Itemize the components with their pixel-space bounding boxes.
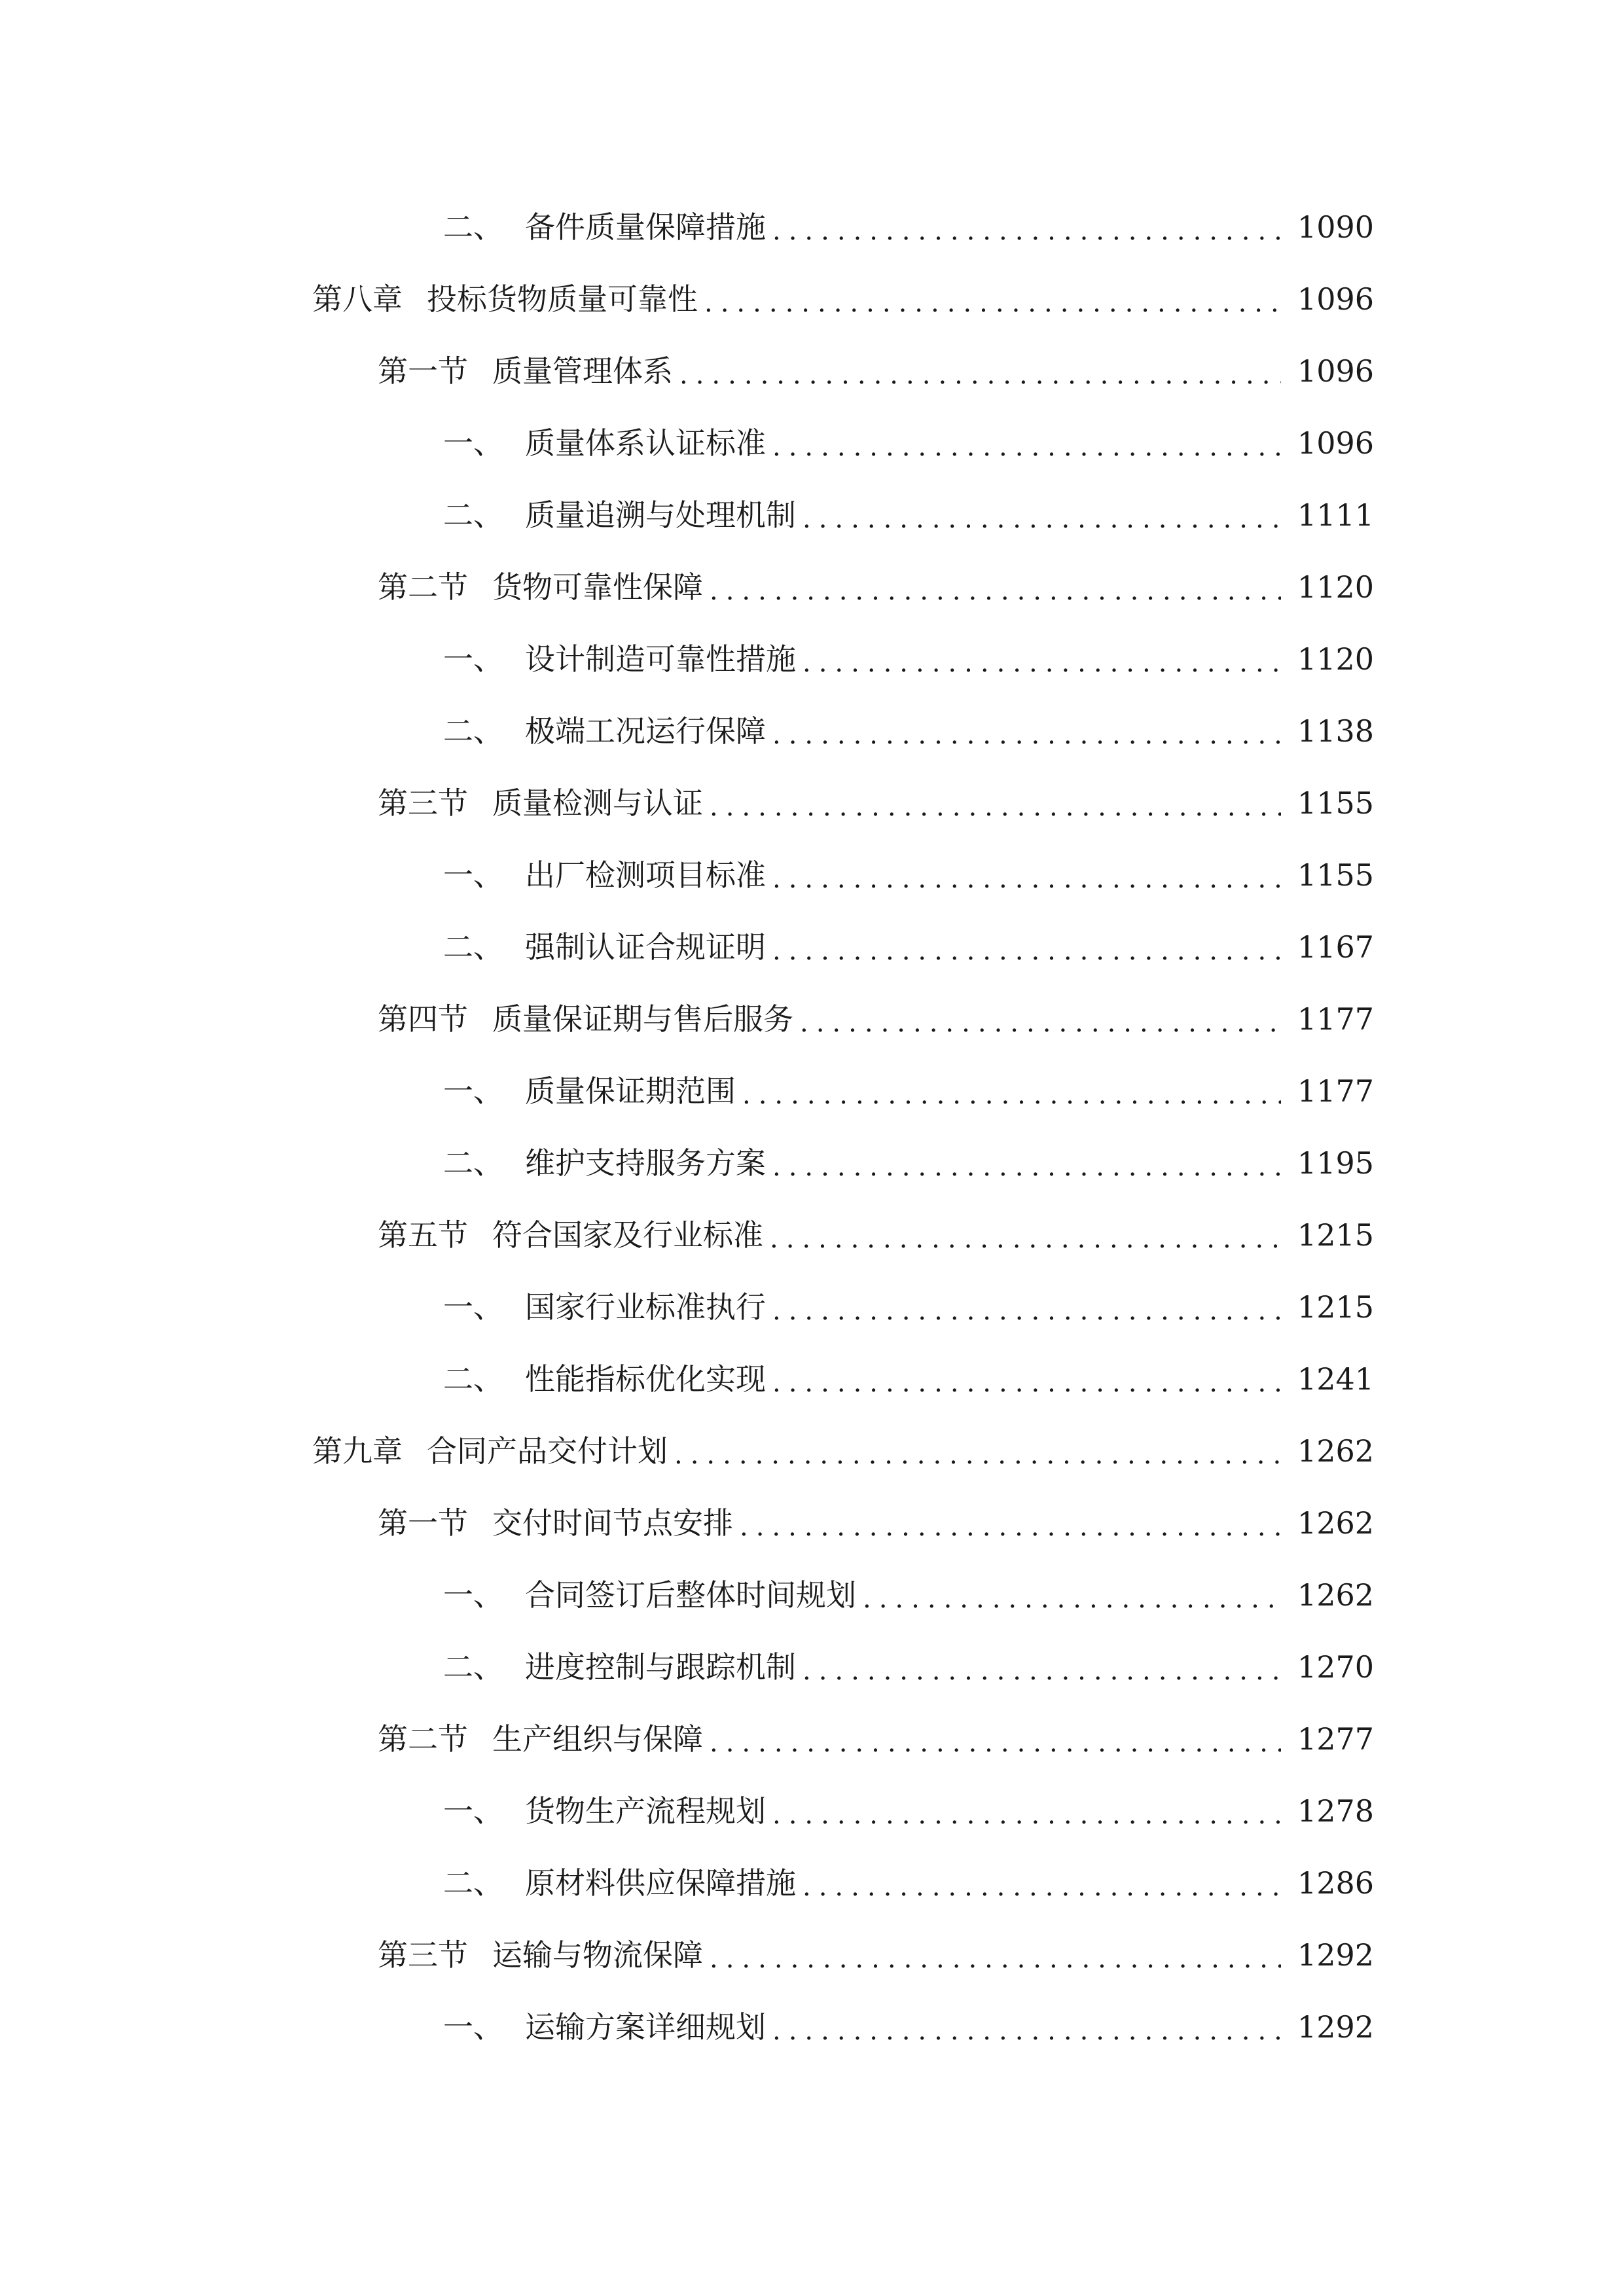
toc-entry-title: 运输方案详细规划 <box>525 2009 766 2045</box>
dot-leader <box>772 216 1281 246</box>
toc-entry-title: 货物生产流程规划 <box>525 1793 766 1829</box>
toc-entry[interactable] <box>0 1199 1624 1271</box>
toc-entry-title: 运输与物流保障 <box>492 1937 703 1973</box>
toc-entry-number: 第一节 <box>378 353 468 389</box>
toc-entry-title: 维护支持服务方案 <box>525 1145 766 1181</box>
toc-entry-title: 合同产品交付计划 <box>427 1433 668 1469</box>
dot-leader <box>863 1584 1281 1614</box>
toc-entry-page: 1096 <box>1297 281 1374 317</box>
toc-entry-number: 二、 <box>443 929 503 965</box>
dot-leader <box>772 936 1281 966</box>
toc-entry-page: 1090 <box>1297 209 1374 245</box>
toc-entry[interactable] <box>0 1631 1624 1703</box>
toc-entry-number: 二、 <box>443 1865 503 1901</box>
dot-leader <box>803 504 1281 534</box>
dot-leader <box>710 1944 1281 1974</box>
toc-entry-page: 1167 <box>1297 929 1374 965</box>
toc-entry-number: 一、 <box>443 1577 503 1613</box>
toc-entry-title: 合同签订后整体时间规划 <box>525 1577 856 1613</box>
toc-entry[interactable] <box>0 839 1624 911</box>
table-of-contents <box>0 191 1624 2063</box>
toc-entry-page: 1262 <box>1297 1433 1374 1469</box>
toc-entry-number: 第二节 <box>378 569 468 605</box>
toc-entry[interactable] <box>0 1127 1624 1199</box>
toc-entry-page: 1120 <box>1297 569 1374 605</box>
toc-entry-number: 二、 <box>443 209 503 245</box>
toc-entry-page: 1155 <box>1297 785 1374 821</box>
toc-entry[interactable] <box>0 1847 1624 1919</box>
toc-entry-page: 1270 <box>1297 1649 1374 1685</box>
dot-leader <box>772 1296 1281 1326</box>
toc-entry[interactable] <box>0 695 1624 767</box>
toc-entry-page: 1111 <box>1297 497 1374 533</box>
toc-entry[interactable] <box>0 1991 1624 2063</box>
toc-entry-page: 1277 <box>1297 1721 1374 1757</box>
toc-entry[interactable] <box>0 767 1624 839</box>
dot-leader <box>772 1152 1281 1182</box>
dot-leader <box>710 576 1281 606</box>
toc-entry[interactable] <box>0 1919 1624 1991</box>
toc-entry-page: 1138 <box>1297 713 1374 749</box>
toc-entry-title: 备件质量保障措施 <box>525 209 766 245</box>
toc-entry-page: 1096 <box>1297 353 1374 389</box>
dot-leader <box>772 864 1281 894</box>
dot-leader <box>772 1800 1281 1830</box>
dot-leader <box>674 1440 1281 1470</box>
toc-entry-number: 一、 <box>443 1793 503 1829</box>
dot-leader <box>710 792 1281 822</box>
toc-entry-page: 1096 <box>1297 425 1374 461</box>
toc-entry-number: 第二节 <box>378 1721 468 1757</box>
dot-leader <box>800 1008 1281 1038</box>
toc-entry[interactable] <box>0 1343 1624 1415</box>
toc-entry[interactable] <box>0 1703 1624 1775</box>
toc-entry-number: 第九章 <box>312 1433 403 1469</box>
toc-entry-page: 1177 <box>1297 1001 1374 1037</box>
toc-entry[interactable] <box>0 263 1624 335</box>
toc-entry-title: 符合国家及行业标准 <box>492 1217 763 1253</box>
dot-leader <box>679 360 1281 390</box>
toc-entry-title: 原材料供应保障措施 <box>525 1865 796 1901</box>
dot-leader <box>772 1368 1281 1398</box>
dot-leader <box>803 1872 1281 1902</box>
toc-entry-number: 二、 <box>443 1145 503 1181</box>
dot-leader <box>772 720 1281 750</box>
toc-entry-title: 质量管理体系 <box>492 353 673 389</box>
dot-leader <box>772 432 1281 462</box>
toc-entry-page: 1286 <box>1297 1865 1374 1901</box>
toc-entry[interactable] <box>0 551 1624 623</box>
toc-entry-title: 设计制造可靠性措施 <box>525 641 796 677</box>
toc-entry-number: 二、 <box>443 1361 503 1397</box>
toc-entry-page: 1278 <box>1297 1793 1374 1829</box>
toc-entry[interactable] <box>0 1487 1624 1559</box>
toc-entry[interactable] <box>0 191 1624 263</box>
toc-entry[interactable] <box>0 335 1624 407</box>
dot-leader <box>772 2016 1281 2046</box>
toc-entry-number: 一、 <box>443 641 503 677</box>
toc-entry[interactable] <box>0 1559 1624 1631</box>
toc-entry[interactable] <box>0 1271 1624 1343</box>
toc-entry-title: 质量体系认证标准 <box>525 425 766 461</box>
toc-entry-number: 第一节 <box>378 1505 468 1541</box>
toc-entry[interactable] <box>0 983 1624 1055</box>
toc-entry-number: 二、 <box>443 497 503 533</box>
toc-entry[interactable] <box>0 1055 1624 1127</box>
toc-entry-page: 1215 <box>1297 1217 1374 1253</box>
dot-leader <box>740 1512 1281 1542</box>
toc-entry[interactable] <box>0 623 1624 695</box>
dot-leader <box>710 1728 1281 1758</box>
toc-entry[interactable] <box>0 407 1624 479</box>
toc-entry-number: 一、 <box>443 1289 503 1325</box>
toc-entry-number: 一、 <box>443 1073 503 1109</box>
toc-entry[interactable] <box>0 911 1624 983</box>
dot-leader <box>770 1224 1281 1254</box>
dot-leader <box>803 1656 1281 1686</box>
toc-entry-number: 第三节 <box>378 1937 468 1973</box>
toc-entry-number: 第五节 <box>378 1217 468 1253</box>
toc-entry-page: 1292 <box>1297 2009 1374 2045</box>
toc-entry-number: 二、 <box>443 713 503 749</box>
dot-leader <box>704 288 1281 318</box>
toc-entry-title: 质量保证期范围 <box>525 1073 736 1109</box>
toc-entry-page: 1155 <box>1297 857 1374 893</box>
toc-entry-title: 极端工况运行保障 <box>525 713 766 749</box>
toc-entry-page: 1177 <box>1297 1073 1374 1109</box>
toc-entry-number: 第三节 <box>378 785 468 821</box>
toc-entry-number: 一、 <box>443 425 503 461</box>
toc-entry-title: 出厂检测项目标准 <box>525 857 766 893</box>
toc-entry-title: 质量保证期与售后服务 <box>492 1001 793 1037</box>
toc-entry-number: 第八章 <box>312 281 403 317</box>
toc-entry-title: 交付时间节点安排 <box>492 1505 733 1541</box>
toc-entry-page: 1241 <box>1297 1361 1374 1397</box>
toc-entry-page: 1262 <box>1297 1577 1374 1613</box>
toc-entry-title: 生产组织与保障 <box>492 1721 703 1757</box>
toc-entry-number: 一、 <box>443 2009 503 2045</box>
toc-entry-title: 货物可靠性保障 <box>492 569 703 605</box>
toc-entry[interactable] <box>0 479 1624 551</box>
dot-leader <box>803 648 1281 678</box>
toc-entry[interactable] <box>0 1415 1624 1487</box>
toc-entry-title: 强制认证合规证明 <box>525 929 766 965</box>
toc-entry[interactable] <box>0 1775 1624 1847</box>
toc-entry-page: 1215 <box>1297 1289 1374 1325</box>
toc-entry-page: 1120 <box>1297 641 1374 677</box>
toc-entry-page: 1292 <box>1297 1937 1374 1973</box>
toc-entry-title: 国家行业标准执行 <box>525 1289 766 1325</box>
toc-entry-number: 二、 <box>443 1649 503 1685</box>
toc-entry-title: 进度控制与跟踪机制 <box>525 1649 796 1685</box>
toc-entry-page: 1262 <box>1297 1505 1374 1541</box>
toc-entry-title: 性能指标优化实现 <box>525 1361 766 1397</box>
toc-entry-title: 质量检测与认证 <box>492 785 703 821</box>
toc-entry-title: 投标货物质量可靠性 <box>427 281 698 317</box>
toc-entry-number: 第四节 <box>378 1001 468 1037</box>
toc-entry-number: 一、 <box>443 857 503 893</box>
toc-entry-title: 质量追溯与处理机制 <box>525 497 796 533</box>
dot-leader <box>742 1080 1281 1110</box>
toc-entry-page: 1195 <box>1297 1145 1374 1181</box>
